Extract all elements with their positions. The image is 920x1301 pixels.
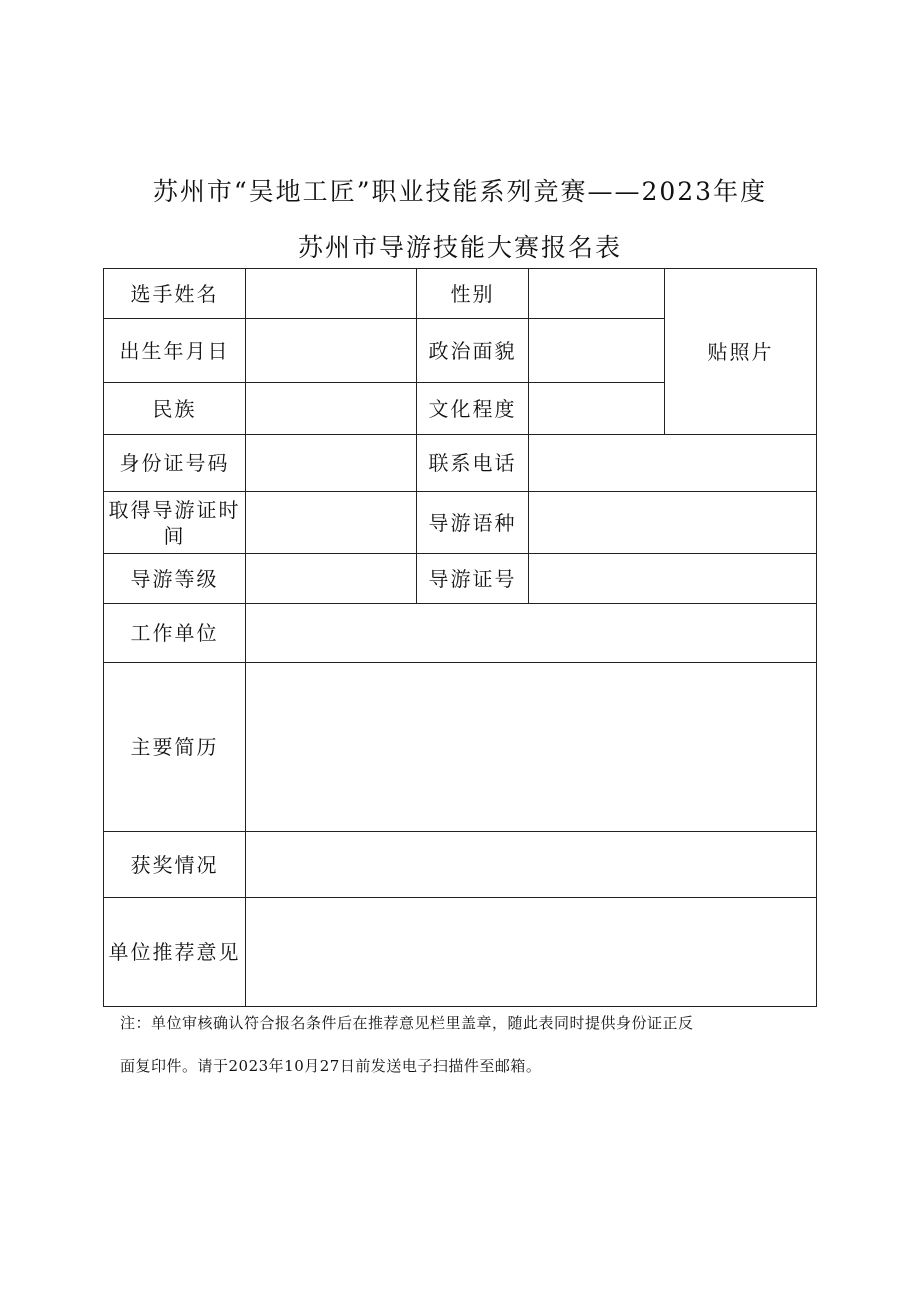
awards-field[interactable] <box>246 832 817 898</box>
guide-level-label: 导游等级 <box>104 554 246 604</box>
birthdate-label: 出生年月日 <box>104 319 246 383</box>
awards-label: 获奖情况 <box>104 832 246 898</box>
name-label: 选手姓名 <box>104 269 246 319</box>
gender-field[interactable] <box>529 269 665 319</box>
form-title-line1: 苏州市“吴地工匠”职业技能系列竞赛——2023年度 <box>152 177 768 206</box>
table-row <box>104 898 817 1007</box>
phone-label: 联系电话 <box>417 435 529 492</box>
ethnicity-label: 民族 <box>104 383 246 435</box>
table-row <box>104 269 817 319</box>
table-row <box>104 492 817 554</box>
name-field[interactable] <box>246 269 417 319</box>
note-line2: 面复印件。请于2023年10月27日前发送电子扫描件至邮箱。 <box>120 1057 542 1075</box>
gender-label: 性别 <box>417 269 529 319</box>
guide-level-field[interactable] <box>246 554 417 604</box>
license-date-label: 取得导游证时间 <box>104 492 246 554</box>
birthdate-field[interactable] <box>246 319 417 383</box>
note-line1: 注：单位审核确认符合报名条件后在推荐意见栏里盖章，随此表同时提供身份证正反 <box>120 1014 694 1032</box>
license-number-label: 导游证号 <box>417 554 529 604</box>
registration-form-table <box>103 268 817 1007</box>
resume-field[interactable] <box>246 663 817 832</box>
ethnicity-field[interactable] <box>246 383 417 435</box>
political-status-label: 政治面貌 <box>417 319 529 383</box>
license-date-field[interactable] <box>246 492 417 554</box>
table-row <box>104 832 817 898</box>
resume-label: 主要简历 <box>104 663 246 832</box>
political-status-field[interactable] <box>529 319 665 383</box>
education-field[interactable] <box>529 383 665 435</box>
form-title-line2: 苏州市导游技能大赛报名表 <box>297 233 622 262</box>
phone-field[interactable] <box>529 435 817 492</box>
recommendation-label: 单位推荐意见 <box>104 898 246 1007</box>
table-row <box>104 663 817 832</box>
license-number-field[interactable] <box>529 554 817 604</box>
employer-label: 工作单位 <box>104 604 246 663</box>
table-row <box>104 435 817 492</box>
language-label: 导游语种 <box>417 492 529 554</box>
table-row <box>104 604 817 663</box>
table-row <box>104 554 817 604</box>
id-number-field[interactable] <box>246 435 417 492</box>
recommendation-field[interactable] <box>246 898 817 1007</box>
photo-box[interactable]: 贴照片 <box>665 269 817 435</box>
employer-field[interactable] <box>246 604 817 663</box>
language-field[interactable] <box>529 492 817 554</box>
education-label: 文化程度 <box>417 383 529 435</box>
id-number-label: 身份证号码 <box>104 435 246 492</box>
